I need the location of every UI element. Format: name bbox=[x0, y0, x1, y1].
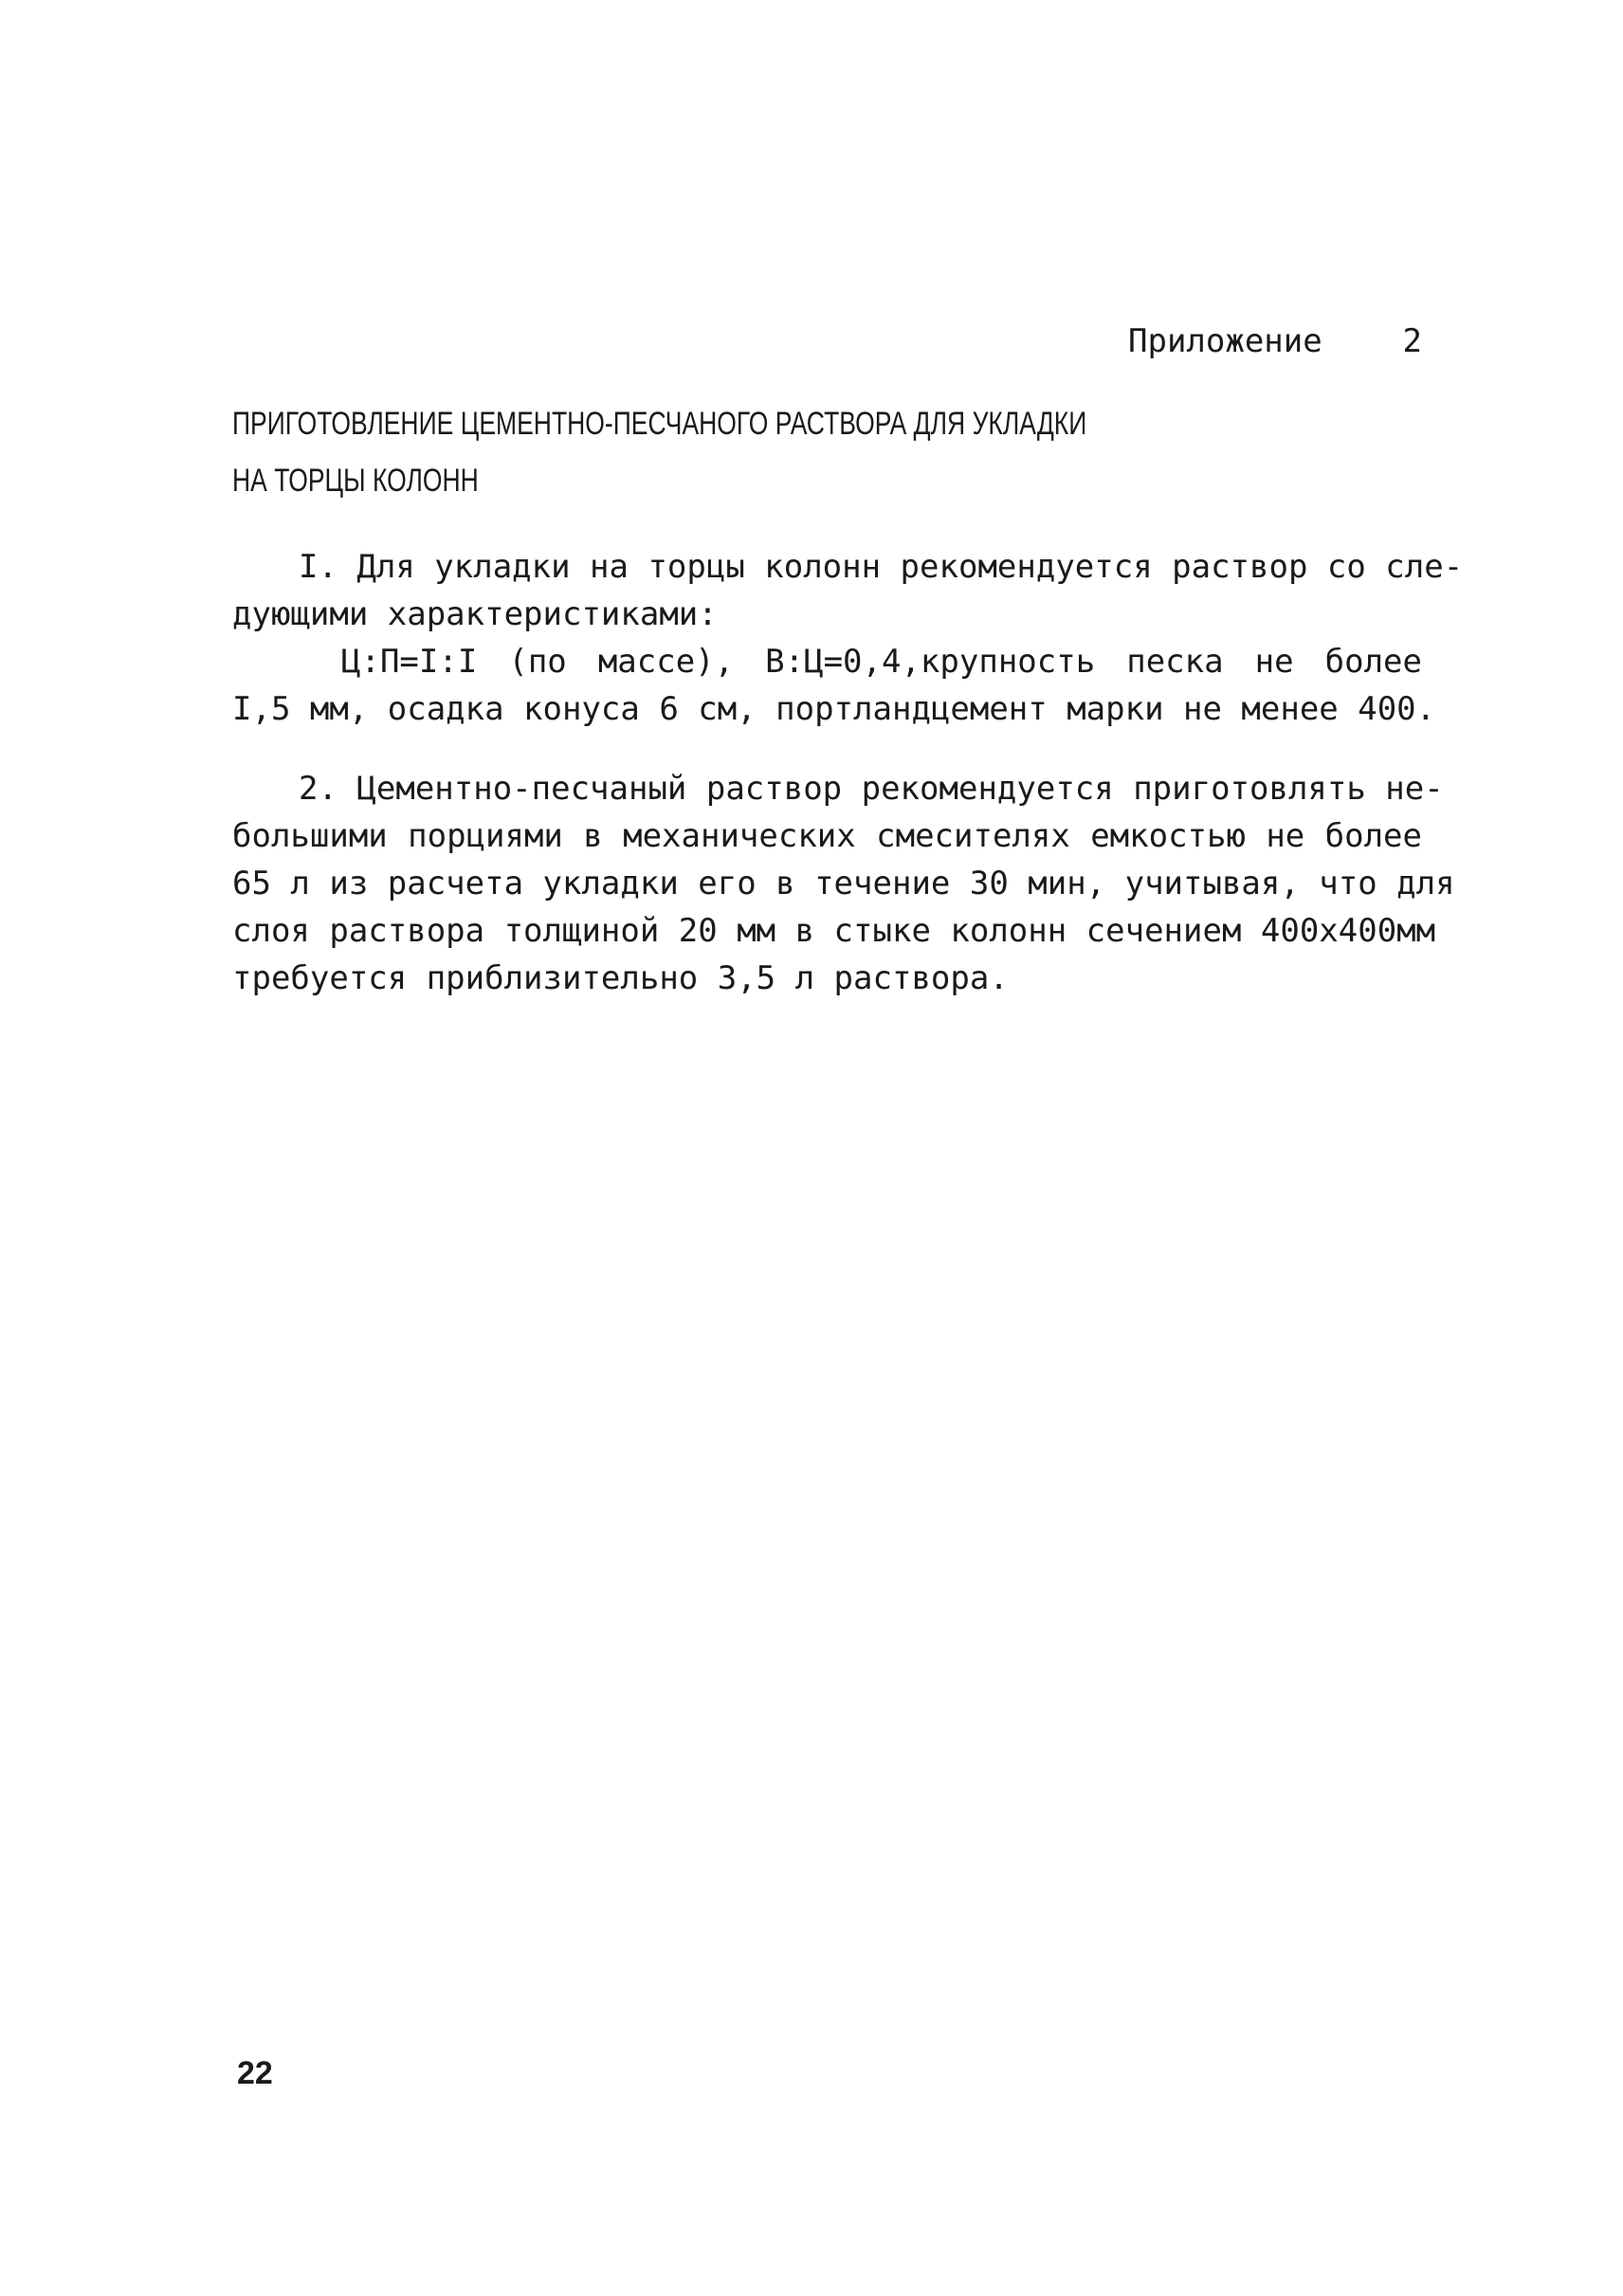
appendix-label: Приложение bbox=[1128, 322, 1322, 360]
item1-line-1: I. Для укладки на торцы колонн рекомендуется раствор со сле- bbox=[299, 548, 1464, 586]
item2-line-3: 65 л из расчета укладки его в течение 30 мин, учитывая, что для bbox=[232, 865, 1455, 902]
appendix-heading bbox=[1128, 322, 1422, 360]
item2-line-4: слоя раствора толщиной 20 мм в стыке колонн сечением 400x400мм bbox=[232, 912, 1436, 950]
appendix-number: 2 bbox=[1402, 322, 1422, 360]
document-title-line-2: НА ТОРЦЫ КОЛОНН bbox=[232, 463, 479, 499]
item2-line-2: большими порциями в механических смесителях емкостью не более bbox=[232, 817, 1422, 855]
item2-line-5: требуется приблизительно 3,5 л раствора. bbox=[232, 959, 1009, 997]
document-title-line-1: ПРИГОТОВЛЕНИЕ ЦЕМЕНТНО-ПЕСЧАНОГО РАСТВОРА ДЛЯ УКЛАДКИ bbox=[232, 406, 1087, 442]
item2-line-1: 2. Цементно-песчаный раствор рекомендуется приготовлять не- bbox=[299, 770, 1444, 808]
page-number: 22 bbox=[237, 2055, 273, 2091]
item1-line-3: Ц:П=I:I (по массе), В:Ц=0,4,крупность песка не более bbox=[341, 643, 1422, 681]
item1-line-4: I,5 мм, осадка конуса 6 см, портландцемент марки не менее 400. bbox=[232, 690, 1436, 728]
item1-line-2: дующими характеристиками: bbox=[232, 595, 718, 633]
